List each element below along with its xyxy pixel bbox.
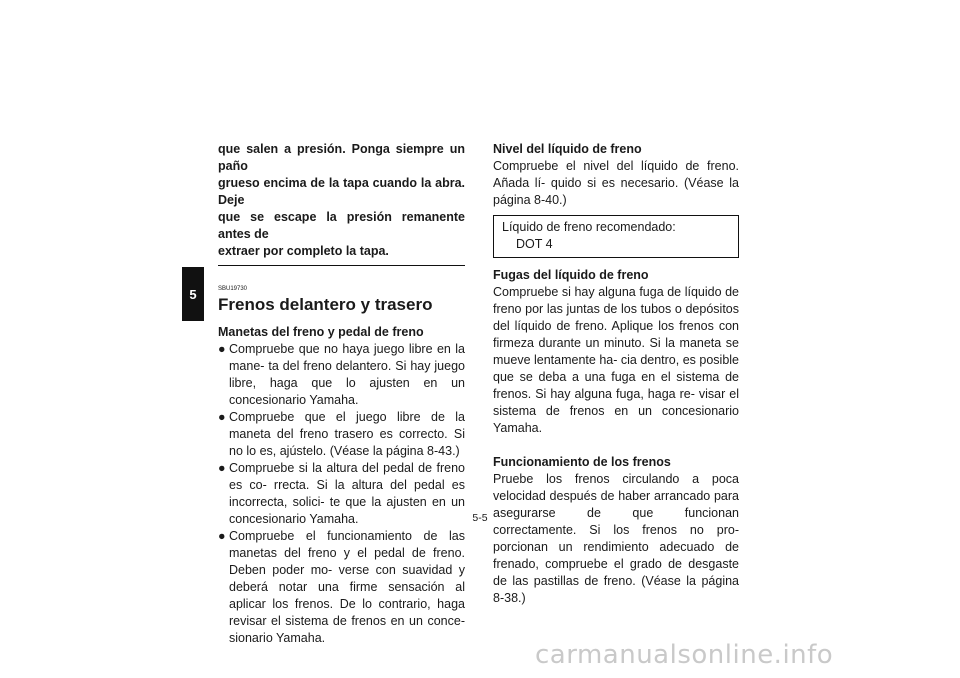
fluid-leaks-text: Compruebe si hay alguna fuga de líquido de freno por las juntas de los tubos o depósitos del líquido de freno. Aplique los frenos con firmeza durante un minuto. Si la maneta se mueve lentamente ha- cia dentro, es posible que se deba a una fuga en el sistema de frenos. Si hay alguna fuga, haga re- visar el sistema de frenos en un concesionario Yamaha. (493, 285, 739, 435)
warning-line: extraer por completo la tapa. (218, 244, 389, 258)
section-code: SBU19730 (218, 286, 248, 292)
section-heading: Frenos delantero y trasero (218, 295, 433, 314)
recommended-fluid-label: Líquido de freno recomendado: (502, 220, 676, 234)
recommended-fluid-box (493, 215, 739, 258)
list-item (218, 460, 465, 528)
bullet-icon: ● (218, 461, 226, 475)
list-item-text: Compruebe que no haya juego libre en la mane- ta del freno delantero. Si hay juego libre, haga que lo ajusten en un concesionario Yamaha. (229, 342, 465, 407)
right-column (493, 141, 739, 607)
warning-continuation (218, 141, 465, 266)
list-item-text: Compruebe si la altura del pedal de freno es co- rrecta. Si la altura del pedal es incorrecta, solici- te que la ajusten en un concesionario Yamaha. (229, 461, 465, 526)
list-item-text: Compruebe que el juego libre de la maneta del freno trasero es correcto. Si no lo es, ajústelo. (Véase la página 8-43.) (229, 410, 465, 458)
warning-line: grueso encima de la tapa cuando la abra. Deje (218, 176, 465, 207)
warning-line: que se escape la presión remanente antes de (218, 210, 465, 241)
list-item (218, 341, 465, 409)
bullet-icon: ● (218, 342, 226, 356)
watermark: carmanualsonline.info (535, 640, 834, 670)
chapter-tab-number: 5 (189, 286, 197, 302)
bullet-icon: ● (218, 410, 226, 424)
warning-line: que salen a presión. Ponga siempre un paño (218, 142, 465, 173)
page-number: 5-5 (472, 512, 488, 524)
bullet-icon: ● (218, 529, 226, 543)
fluid-level-text: Compruebe el nivel del líquido de freno. Añada lí- quido si es necesario. (Véase la página 8-40.) (493, 159, 739, 207)
chapter-tab (182, 267, 204, 321)
subheading-brake-operation: Funcionamiento de los frenos (493, 455, 671, 469)
left-column (218, 141, 465, 647)
list-item-text: Compruebe el funcionamiento de las manetas del freno y el pedal de freno. Deben poder mo- verse con suavidad y deberá notar una firme sensación al aplicar los frenos. De lo contrario, haga revisar el sistema de frenos en un conce- sionario Yamaha. (229, 529, 465, 645)
subheading-fluid-leaks: Fugas del líquido de freno (493, 268, 649, 282)
list-item (218, 409, 465, 460)
subheading-levers: Manetas del freno y pedal de freno (218, 325, 424, 339)
subheading-fluid-level: Nivel del líquido de freno (493, 142, 642, 156)
recommended-fluid-value: DOT 4 (516, 237, 553, 251)
list-item (218, 528, 465, 647)
brake-operation-text: Pruebe los frenos circulando a poca velocidad después de haber arrancado para asegurarse de que funcionan correctamente. Si los frenos no pro- porcionan un rendimiento adecuado de frenado, compruebe el grado de desgaste de las pastillas de freno. (Véase la página 8-38.) (493, 472, 739, 605)
checklist (218, 341, 465, 647)
